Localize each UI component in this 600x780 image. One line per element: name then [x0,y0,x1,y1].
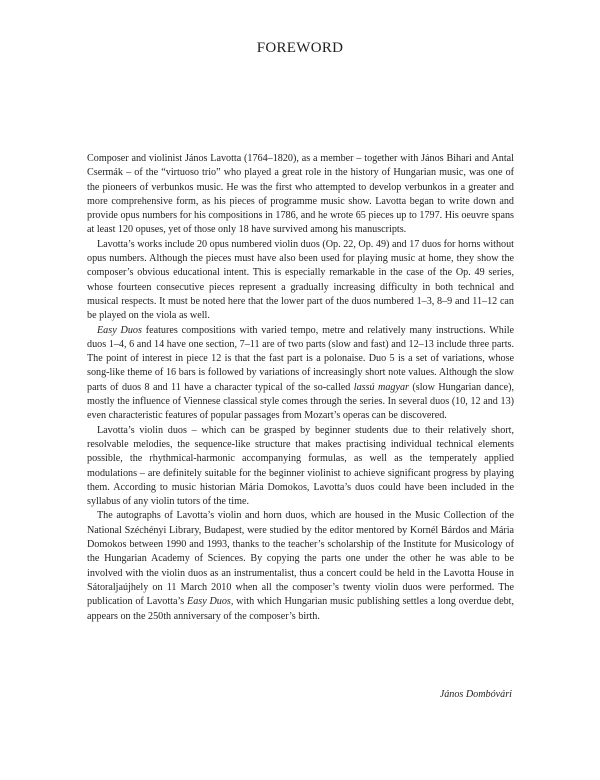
paragraph-2: Lavotta’s works include 20 opus numbered violin duos (Op. 22, Op. 49) and 17 duos for horns without opus numbers. Although the pieces must have also been used for playing music at home, they show the composer’s obvious educational intent. This is especially remarkable in the case of the Op. 49 series, whose fourteen consecutive pieces represent a gradually increasing difficulty in both technical and musical respects. It must be noted here that the lower part of the duos numbered 1–3, 8–9 and 11–12 can be played on the viola as well. [87,238,514,322]
paragraph-3-text-a: features compositions with varied tempo, metre and relatively many instructions. While duos 1–4, 6 and 14 have one section, 7–11 are of two parts (slow and fast) and 12–13 include three parts. The point of interest in piece 12 is that the fast part is a polonaise. Duo 5 is a set of variations, whose song-like theme of 16 bars is followed by variations of increasingly short note values. Although the slow parts of duos 8 and 11 have a character typical of the so-called [87,324,514,393]
paragraph-1: Composer and violinist János Lavotta (1764–1820), as a member – together with János Bihari and Antal Csermák – of the “virtuoso trio” who played a great role in the history of Hungarian music, was one of the pioneers of verbunkos music. He was the first who attempted to develop verbunkos in a greater and more comprehensive form, as his pieces of programme music show. Lavotta began to write down and provide opus numbers for his compositions in 1786, and he wrote 65 pieces up to 1797. His oeuvre spans at least 120 opuses, yet of those only 18 have survived among his manuscripts. [87,153,514,236]
foreword-body [87,152,514,624]
paragraph-4: Lavotta’s violin duos – which can be grasped by beginner students due to their relatively short, resolvable melodies, the sequence-like structure that makes practising individual technical elements possible, the rhythmical-harmonic accompanying formulas, as well as the temperately applied modulations – are definitely suitable for the beginner violinist to achieve significant progress by playing them. According to music historian Mária Domokos, Lavotta’s duos could have been included in the syllabus of any violin tutors of the time. [87,424,514,508]
paragraph-3 [87,324,514,424]
paragraph-5-text-b: with which Hungarian music publishing settles a long overdue debt, appears on the 250th anniversary of the composer’s birth. [87,596,514,622]
author-signature: János Dombóvári [439,689,512,700]
page-title: FOREWORD [256,40,344,56]
work-title: Easy Duos, [187,596,234,608]
paragraph-3-text-b: (slow Hungarian dance), mostly the influence of Viennese classical style comes through the series. In several duos (10, 12 and 13) even characteristic features of popular passages from Mozart’s operas can be discovered. [87,381,514,422]
work-title: Easy Duos [97,324,142,336]
paragraph-5-text-a: The autographs of Lavotta’s violin and horn duos, which are housed in the Music Collection of the National Széchényi Library, Budapest, were studied by the editor mentored by Kornél Bárdos and Mária Domokos between 1990 and 1993, thanks to the teacher’s scholarship of the Institute for Musicology of the Hungarian Academy of Sciences. By copying the parts one under the other he was able to be involved with the violin duos as an instrumentalist, thus a concert could be held in the Lavotta House in Sátoraljaújhely on 11 March 2010 when all the composer’s twenty violin duos were performed. The publication of Lavotta’s [87,510,514,608]
paragraph-5 [87,509,514,623]
dance-term: lassú magyar [353,381,409,393]
